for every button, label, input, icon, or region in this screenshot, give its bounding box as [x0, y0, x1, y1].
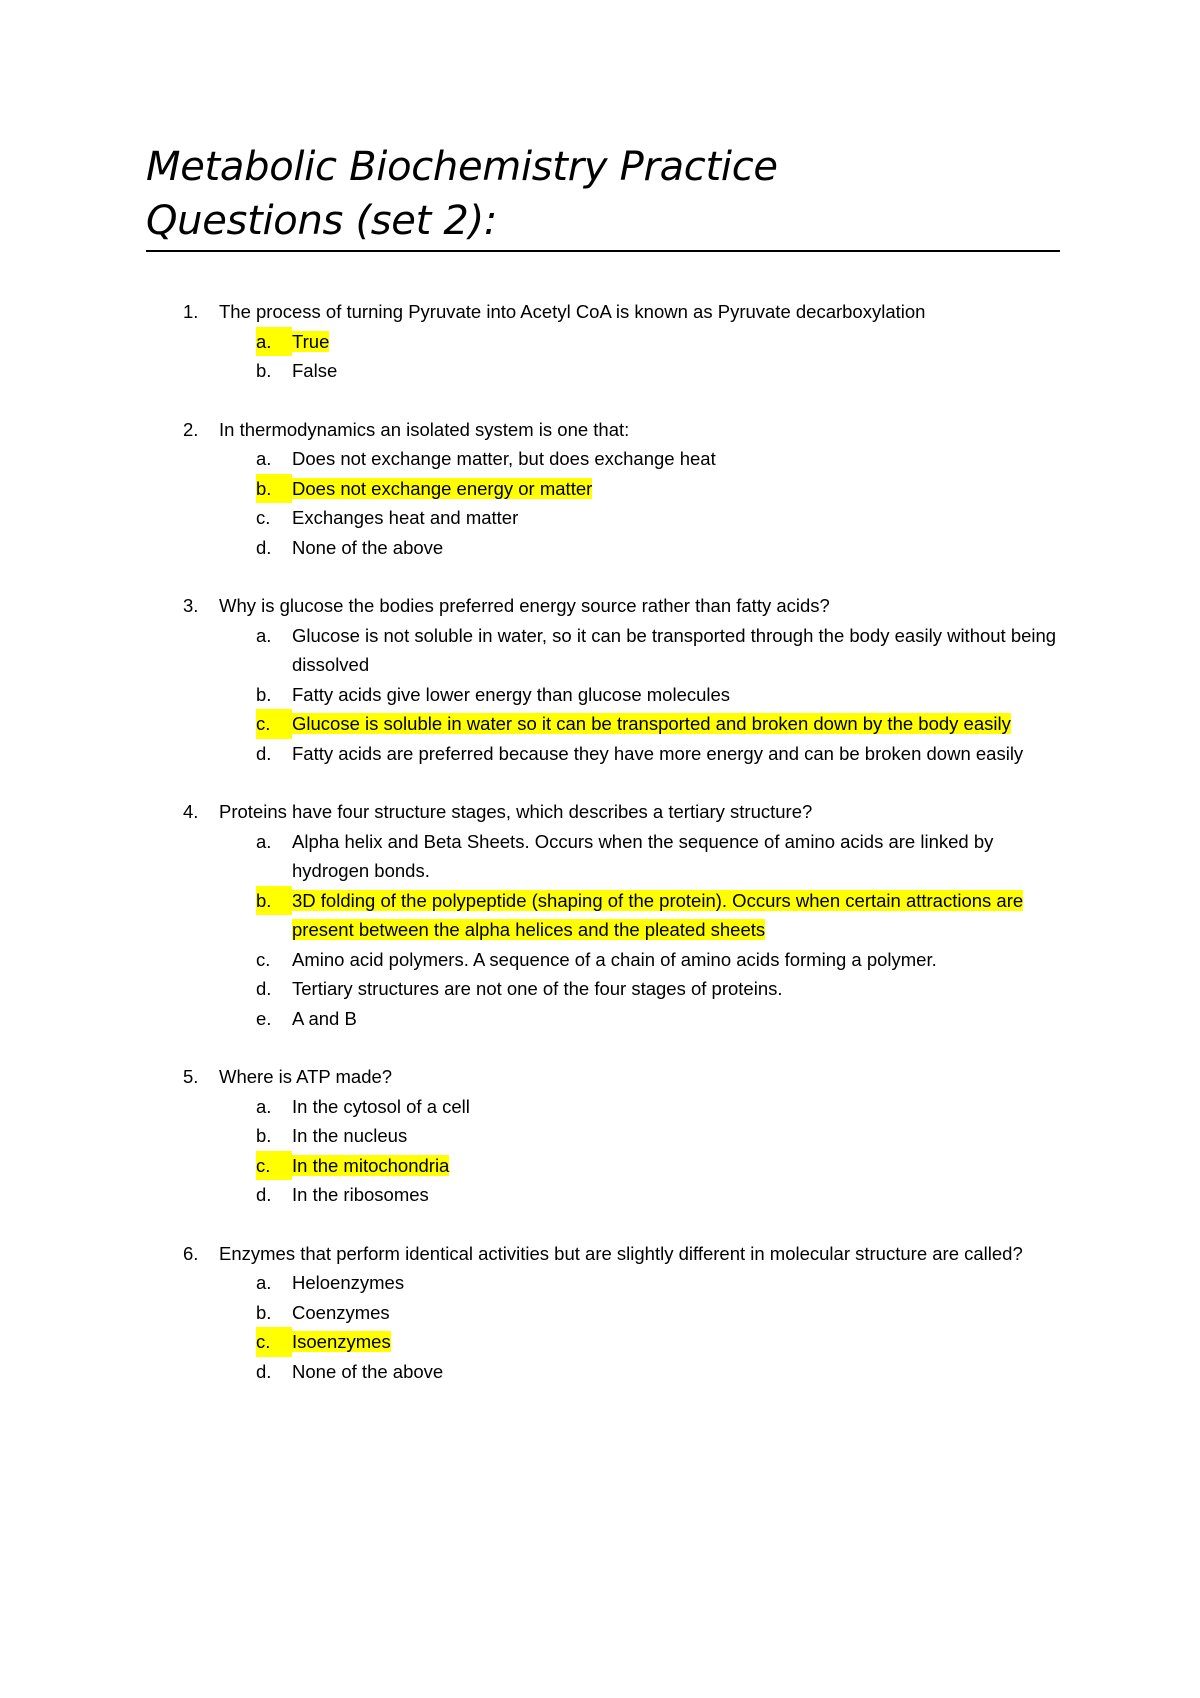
option-text: Amino acid polymers. A sequence of a chain of amino acids forming a polymer. — [292, 948, 937, 970]
question-row — [0, 1062, 1200, 1092]
question-item — [0, 1239, 1200, 1387]
option-text: Fatty acids give lower energy than glucose molecules — [292, 683, 731, 705]
question-text: Proteins have four structure stages, which describes a tertiary structure? — [219, 801, 813, 822]
question-number: 3. — [183, 595, 199, 616]
question-number: 6. — [183, 1242, 199, 1264]
option-text: Alpha helix and Beta Sheets. Occurs when the sequence of amino acids are linked by hydrogen bonds. — [292, 830, 994, 881]
question-row — [0, 415, 1200, 445]
option-text: A and B — [292, 1007, 357, 1029]
option-text: In the nucleus — [292, 1125, 408, 1146]
answer-option-correct — [0, 327, 1200, 357]
answer-option — [0, 945, 1200, 975]
question-row — [0, 591, 1200, 621]
highlighted-answer-text: Does not exchange energy or matter — [292, 477, 593, 499]
option-text: Coenzymes — [292, 1301, 390, 1323]
answer-option — [0, 503, 1200, 533]
answer-option — [0, 1357, 1200, 1387]
option-text: In the cytosol of a cell — [292, 1095, 470, 1117]
question-text: Where is ATP made? — [219, 1066, 393, 1087]
answer-option — [0, 621, 1200, 680]
question-text: Enzymes that perform identical activities but are slightly different in molecular structure are called? — [219, 1242, 1023, 1264]
question-item — [0, 1062, 1200, 1210]
option-letter: b. — [256, 683, 272, 705]
answer-option-correct — [0, 886, 1200, 945]
answer-option — [0, 533, 1200, 563]
question-item — [0, 297, 1200, 386]
question-number: 5. — [183, 1066, 199, 1087]
option-text: Does not exchange matter, but does exchange heat — [292, 448, 716, 469]
answer-option-correct — [0, 709, 1200, 739]
option-letter: c. — [256, 709, 292, 739]
answer-option — [0, 739, 1200, 769]
question-row — [0, 797, 1200, 827]
option-letter: a. — [256, 830, 272, 852]
answer-options — [0, 327, 1200, 386]
option-letter: c. — [256, 1327, 292, 1357]
question-number: 4. — [183, 801, 199, 822]
answer-option — [0, 1180, 1200, 1210]
question-item — [0, 591, 1200, 768]
answer-option — [0, 974, 1200, 1004]
option-letter: d. — [256, 742, 272, 764]
answer-options — [0, 1092, 1200, 1210]
question-list — [0, 297, 1200, 1415]
question-text: Why is glucose the bodies preferred energy source rather than fatty acids? — [219, 595, 830, 616]
answer-option-correct — [0, 1151, 1200, 1181]
option-letter: c. — [256, 948, 271, 970]
answer-options — [0, 827, 1200, 1034]
question-item — [0, 797, 1200, 1033]
page-title — [146, 140, 1060, 248]
option-text: Heloenzymes — [292, 1272, 405, 1293]
highlighted-answer-text: Isoenzymes — [292, 1331, 391, 1352]
answer-option — [0, 827, 1200, 886]
option-letter: d. — [256, 1184, 272, 1205]
option-letter: b. — [256, 360, 272, 381]
option-text: Exchanges heat and matter — [292, 507, 519, 528]
answer-option — [0, 1121, 1200, 1151]
answer-option — [0, 1298, 1200, 1328]
option-letter: b. — [256, 1125, 272, 1146]
question-number: 1. — [183, 301, 199, 322]
option-letter: d. — [256, 536, 272, 558]
option-letter: b. — [256, 474, 292, 504]
option-text: Tertiary structures are not one of the four stages of proteins. — [292, 978, 783, 999]
answer-options — [0, 444, 1200, 562]
option-text: In the ribosomes — [292, 1184, 429, 1205]
option-letter: a. — [256, 1095, 272, 1117]
question-row — [0, 297, 1200, 327]
option-letter: a. — [256, 327, 292, 357]
option-text: False — [292, 360, 338, 381]
option-letter: a. — [256, 448, 272, 469]
option-text: Glucose is not soluble in water, so it can be transported through the body easily without being dissolved — [292, 624, 1057, 675]
option-letter: c. — [256, 507, 271, 528]
option-text: None of the above — [292, 536, 444, 558]
answer-option — [0, 680, 1200, 710]
option-letter: a. — [256, 1272, 272, 1293]
answer-option-correct — [0, 474, 1200, 504]
option-letter: e. — [256, 1007, 272, 1029]
answer-option — [0, 356, 1200, 386]
answer-option — [0, 1092, 1200, 1122]
question-item — [0, 415, 1200, 563]
option-letter: a. — [256, 624, 272, 646]
option-letter: c. — [256, 1151, 292, 1181]
answer-option — [0, 1268, 1200, 1298]
option-letter: b. — [256, 886, 292, 916]
answer-options — [0, 1268, 1200, 1386]
answer-option — [0, 444, 1200, 474]
highlighted-answer-text: In the mitochondria — [292, 1154, 450, 1176]
question-text: In thermodynamics an isolated system is one that: — [219, 418, 630, 440]
answer-options — [0, 621, 1200, 769]
question-text: The process of turning Pyruvate into Acetyl CoA is known as Pyruvate decarboxylation — [219, 301, 926, 322]
title-line-2: Questions (set 2): — [146, 198, 498, 244]
title-underline — [146, 250, 1060, 252]
answer-option-correct — [0, 1327, 1200, 1357]
highlighted-answer-text: True — [292, 330, 330, 352]
option-text: Fatty acids are preferred because they have more energy and can be broken down easily — [292, 742, 1024, 764]
highlighted-answer-text: Glucose is soluble in water so it can be transported and broken down by the body easily — [292, 713, 1011, 734]
option-letter: d. — [256, 1360, 272, 1382]
option-letter: b. — [256, 1301, 272, 1323]
title-line-1: Metabolic Biochemistry Practice — [146, 144, 778, 190]
highlighted-answer-text: 3D folding of the polypeptide (shaping of the protein). Occurs when certain attractions are present between the alpha helices and the pleated sheets — [292, 889, 1024, 940]
question-row — [0, 1239, 1200, 1269]
answer-option — [0, 1004, 1200, 1034]
option-text: None of the above — [292, 1360, 444, 1382]
option-letter: d. — [256, 978, 272, 999]
question-number: 2. — [183, 418, 199, 440]
